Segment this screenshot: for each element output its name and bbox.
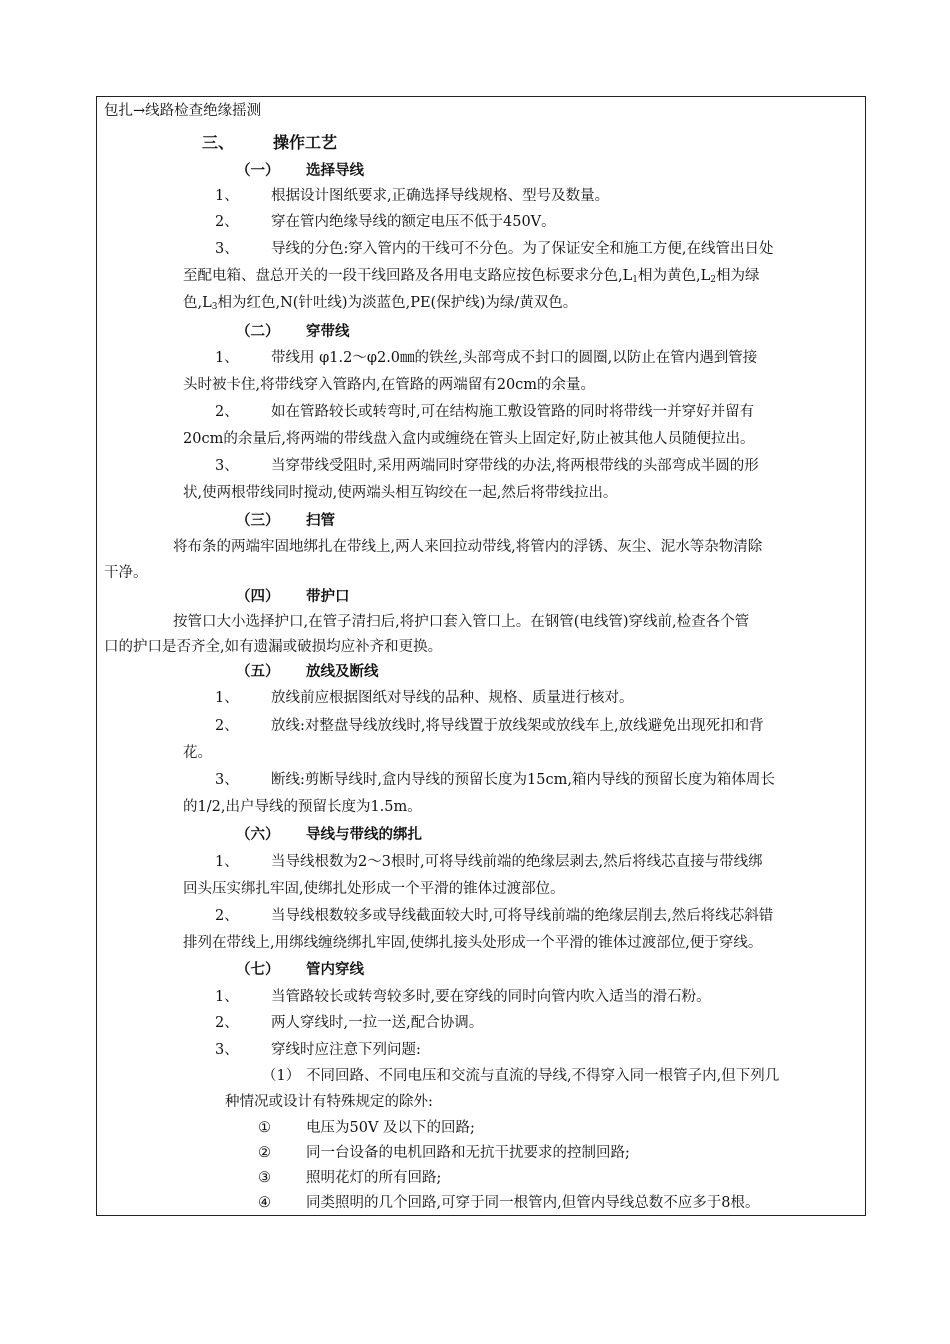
list-item: 电压为50V 及以下的回路; — [306, 1120, 475, 1136]
item-text-continued: 至配电箱、盘总开关的一段干线回路及各用电支路应按色标要求分色$,L_1$相为黄色$,L_2$相为绿 — [183, 268, 760, 285]
paragraph-text-continued: 口的护口是否齐全,如有遗漏或破损均应补齐和更换。 — [104, 639, 443, 655]
item-text: 断线:剪断导线时,盒内导线的预留长度为15cm,箱内导线的预留长度为箱体周长 — [271, 772, 775, 788]
paragraph-text-continued: 干净。 — [104, 565, 148, 581]
subsection-number: （二） — [236, 324, 280, 340]
item-text: 导线的分色:穿入管内的干线可不分色。为了保证安全和施工方便,在线管出日处 — [271, 241, 774, 257]
item-text: 当穿带线受阻时,采用两端同时穿带线的办法,将两根带线的头部弯成半圆的形 — [271, 458, 759, 474]
list-marker: ④ — [258, 1195, 271, 1211]
list-marker: ③ — [258, 1170, 271, 1186]
item-text: 穿线时应注意下列问题: — [271, 1042, 421, 1058]
subsection-number: （一） — [236, 163, 280, 179]
subsection-title: 穿带线 — [306, 324, 350, 340]
item-text-continued: 状,使两根带线同时搅动,使两端头相互钩绞在一起,然后将带线拉出。 — [183, 485, 618, 501]
item-text: 两人穿线时,一拉一送,配合协调。 — [271, 1015, 484, 1031]
item-text: 穿在管内绝缘导线的额定电压不低于450V。 — [271, 214, 556, 230]
item-text: 如在管路较长或转弯时,可在结构施工敷设管路的同时将带线一并穿好并留有 — [271, 404, 755, 420]
subsection-number: （三） — [236, 513, 280, 529]
item-number: 1、 — [215, 989, 239, 1005]
item-text: 带线用 φ1.2～φ2.0㎜的铁丝,头部弯成不封口的圆圈,以防止在管内遇到管接 — [271, 350, 758, 366]
process-flow: 包扎→线路检查绝缘摇测 — [104, 103, 262, 119]
subsection-title: 带护口 — [306, 589, 350, 605]
list-item: 同类照明的几个回路,可穿于同一根管内,但管内导线总数不应多于8根。 — [306, 1195, 760, 1211]
item-number: 3、 — [215, 772, 239, 788]
item-number: 3、 — [215, 241, 239, 257]
subitem-text-continued: 种情况或设计有特殊规定的除外: — [225, 1094, 433, 1110]
subsection-number: （七） — [236, 962, 280, 978]
subsection-number: （四） — [236, 589, 280, 605]
subsection-number: （五） — [236, 664, 280, 680]
item-number: 2、 — [215, 908, 239, 924]
item-number: 3、 — [215, 458, 239, 474]
item-text: 当导线根数为2～3根时,可将导线前端的绝缘层剥去,然后将线芯直接与带线绑 — [271, 854, 763, 870]
paragraph-text: 按管口大小选择护口,在管子清扫后,将护口套入管口上。在钢管(电线管)穿线前,检查各个管 — [173, 614, 750, 630]
item-text: 根据设计图纸要求,正确选择导线规格、型号及数量。 — [271, 188, 610, 204]
item-number: 2、 — [215, 404, 239, 420]
list-item: 同一台设备的电机回路和无抗干扰要求的控制回路; — [306, 1145, 630, 1161]
item-number: 2、 — [215, 214, 239, 230]
item-text: 放线:对整盘导线放线时,将导线置于放线架或放线车上,放线避免出现死扣和背 — [271, 718, 764, 734]
item-text-continued: 花。 — [183, 745, 212, 761]
item-number: 1、 — [215, 188, 239, 204]
item-number: 2、 — [215, 718, 239, 734]
item-text-continued: 色$,L_3$相为红色,N(针吐线)为淡蓝色,PE(保护线)为绿/黄双色。 — [183, 295, 578, 312]
item-number: 3、 — [215, 1042, 239, 1058]
item-text: 当导线根数较多或导线截面较大时,可将导线前端的绝缘层削去,然后将线芯斜错 — [271, 908, 774, 924]
item-number: 1、 — [215, 854, 239, 870]
item-text-continued: 的1/2,出户导线的预留长度为1.5m。 — [183, 799, 422, 815]
item-text-continued: 头时被卡住,将带线穿入管路内,在管路的两端留有20cm的余量。 — [183, 377, 596, 393]
item-text-continued: 回头压实绑扎牢固,使绑扎处形成一个平滑的锥体过渡部位。 — [183, 881, 565, 897]
item-number: 2、 — [215, 1015, 239, 1031]
item-text: 当管路较长或转弯较多时,要在穿线的同时向管内吹入适当的滑石粉。 — [271, 989, 711, 1005]
section-number: 三、 — [202, 133, 235, 152]
subsection-number: （六） — [236, 827, 280, 843]
item-text-continued: 排列在带线上,用绑线缠绕绑扎牢固,使绑扎接头处形成一个平滑的锥体过渡部位,便于穿线。 — [183, 935, 763, 951]
list-item: 照明花灯的所有回路; — [306, 1170, 442, 1186]
section-title: 操作工艺 — [273, 133, 338, 152]
item-text-continued: 20cm的余量后,将两端的带线盘入盒内或缠绕在管头上固定好,防止被其他人员随便拉出。 — [183, 431, 755, 447]
subitem-number: （1） — [262, 1068, 301, 1084]
subsection-title: 管内穿线 — [306, 962, 364, 978]
subsection-title: 导线与带线的绑扎 — [306, 827, 422, 843]
list-marker: ② — [258, 1145, 271, 1161]
list-marker: ① — [258, 1120, 271, 1136]
item-number: 1、 — [215, 690, 239, 706]
item-text: 放线前应根据图纸对导线的品种、规格、质量进行核对。 — [271, 690, 634, 706]
subitem-text: 不同回路、不同电压和交流与直流的导线,不得穿入同一根管子内,但下列几 — [306, 1068, 780, 1084]
subsection-title: 放线及断线 — [306, 664, 379, 680]
paragraph-text: 将布条的两端牢固地绑扎在带线上,两人来回拉动带线,将管内的浮锈、灰尘、泥水等杂物清除 — [173, 539, 763, 555]
subsection-title: 选择导线 — [306, 163, 364, 179]
item-number: 1、 — [215, 350, 239, 366]
subsection-title: 扫管 — [306, 513, 335, 529]
